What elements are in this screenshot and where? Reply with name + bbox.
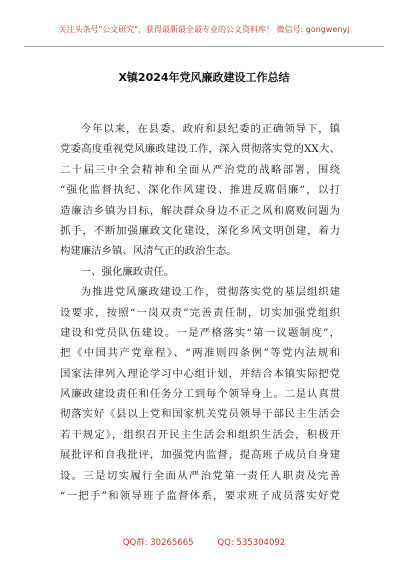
text-line-12: 把《中国共产党章程》、“两准则四条例”等党内法规和 bbox=[60, 347, 340, 360]
footer-qq: QQ: 535304092 bbox=[217, 538, 286, 548]
text-line-3: 二十届三中全会精神和全面从严治党的战略部署，围绕 bbox=[60, 163, 340, 176]
text-line-2: 党委高度重视党风廉政建设工作，深入贯彻落实党的XX大、 bbox=[60, 143, 340, 156]
text-line-9: 为推进党风廉政建设工作，贯彻落实党的基层组织建 bbox=[80, 286, 340, 299]
document-body bbox=[60, 119, 340, 506]
text-line-15: 彻落实好《县以上党和国家机关党员领导干部民主生活会 bbox=[60, 408, 340, 421]
header-divider bbox=[24, 46, 384, 47]
text-line-14: 风廉政建设责任和任务分工到每个领导身上。二是认真贯 bbox=[60, 388, 340, 401]
text-line-10: 设要求，按照“一岗双责”完善责任制，切实加强党组织 bbox=[60, 306, 340, 319]
text-line-5: 造廉洁乡镇为目标，解决群众身边不正之风和腐败问题为 bbox=[60, 204, 340, 217]
header-note: 关注头条号"公文研究"，获得最新最全最专业的公文资料库！ 微信号: gongwenyj bbox=[58, 25, 350, 34]
text-line-18: 设。三是切实履行全面从严治党第一责任人职责及完善 bbox=[60, 469, 340, 482]
text-line-6: 抓手，不断加强廉政文化建设，深化乡风文明创建，着力 bbox=[60, 224, 340, 237]
text-line-11: 建设和党员队伍建设。一是严格落实“第一议题制度”， bbox=[60, 326, 340, 339]
text-line-13: 国家法律列入理论学习中心组计划，并结合本镇实际把党 bbox=[60, 367, 340, 380]
document-title: X镇2024年党风廉政建设工作总结 bbox=[118, 71, 290, 84]
text-line-4: “强化监督执纪、深化作风建设、推进反腐倡廉”，以打 bbox=[60, 184, 340, 197]
text-line-1: 今年以来，在县委、政府和县纪委的正确领导下，镇 bbox=[80, 123, 340, 135]
section-heading-1: 一、强化廉政责任。 bbox=[80, 265, 175, 278]
text-line-17: 展批评和自我批评，加强党内监督，提高班子成员自身建 bbox=[60, 449, 340, 462]
footer-contact bbox=[0, 537, 408, 549]
text-line-7: 构建廉洁乡镇、风清气正的政治生态。 bbox=[60, 245, 237, 258]
footer-qq-group: QQ群: 30265665 bbox=[122, 538, 194, 548]
text-line-16: 若干规定》，组织召开民主生活会和组织生活会，积极开 bbox=[60, 428, 340, 441]
text-line-19: “一把手”和领导班子监督体系，要求班子成员落实好党 bbox=[60, 490, 340, 503]
